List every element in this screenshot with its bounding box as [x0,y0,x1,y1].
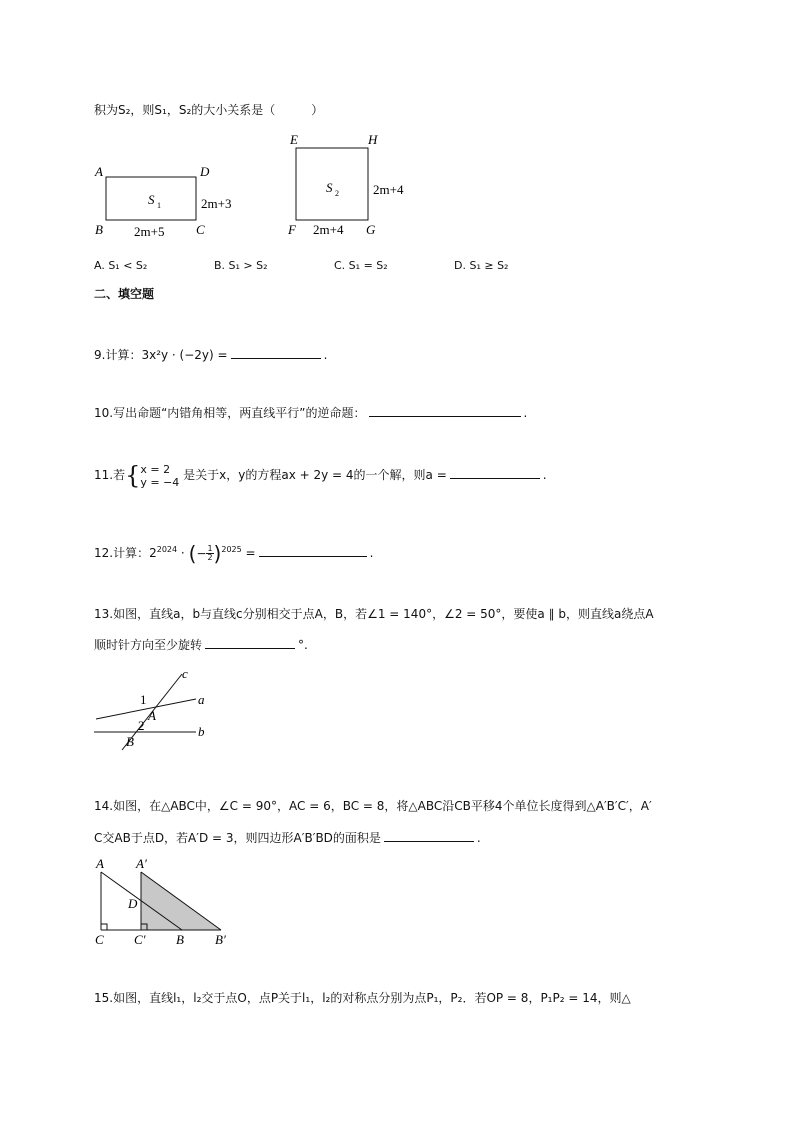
label-C: C [95,932,104,947]
q13-figure [90,666,230,751]
q10 [94,404,527,421]
q11-middle: 是关于x，y的方程ax + 2y = 4的一个解，则a = [183,468,447,482]
q14-line2-prefix: C交AB于点D，若A′D = 3，则四边形A′B′BD的面积是 [94,831,381,845]
label-E: E [290,132,298,147]
label-C: C [196,222,205,237]
label-a: a [198,692,205,707]
q14-figure [90,852,250,947]
label-A-prime: A′ [136,856,147,871]
q11-system [140,463,179,489]
q11-answer-blank[interactable] [450,466,540,479]
label-S1: S [148,192,155,207]
label-D: D [128,896,138,911]
q9-suffix: . [323,348,328,362]
rect1-side: 2m+3 [201,196,232,211]
q8-option-a: A. S₁ < S₂ [94,259,148,272]
q12-base: 2 [149,546,157,560]
q12-suffix: . [369,546,374,560]
label-G: G [366,222,376,237]
q14-line2-suffix: . [476,831,481,845]
q12-rparen: ) [213,541,222,566]
q10-suffix: . [523,406,528,420]
q14-line1: 14.如图，在△ABC中，∠C = 90°，AC = 6，BC = 8，将△ABC沿CB平移4个单位长度得到△A′B′C′，A′ [94,799,652,813]
q13-line2-prefix: 顺时针方向至少旋转 [94,638,203,652]
label-b: b [198,724,205,739]
label-C-prime: C′ [134,932,146,947]
q12-frac-den: 2 [207,553,213,562]
label-c: c [182,666,188,681]
q12-exp2: 2025 [221,545,242,554]
q11-brace: { [125,461,141,490]
q13-answer-blank[interactable] [205,636,295,649]
rect2-bottom: 2m+4 [313,222,344,237]
q11-suffix: . [542,468,547,482]
q10-answer-blank[interactable] [369,404,521,417]
q13-line1: 13.如图，直线a，b与直线c分别相交于点A，B，若∠1 = 140°，∠2 = 50°，要使a ∥ b，则直线a绕点A [94,607,654,621]
q13-line2-suffix: °. [298,638,308,652]
q14-answer-blank[interactable] [384,829,474,842]
label-F: F [288,222,296,237]
q12-exp1: 2024 [156,545,178,554]
label-B: B [176,932,184,947]
q11 [94,460,547,490]
q8-option-b: B. S₁ > S₂ [214,259,268,272]
q13-line2 [94,636,308,653]
label-S2: S [326,180,333,195]
q11-sys-line2: y = −4 [140,475,180,489]
label-D: D [200,164,210,179]
q12-equals: = [245,546,256,560]
q9-prefix: 9.计算： [94,348,142,362]
q11-sys-line1: x = 2 [140,462,171,476]
label-angle-1: 1 [140,692,147,707]
label-S2-sub: 2 [335,189,339,198]
rect1-bottom: 2m+5 [134,224,165,239]
q9 [94,346,327,363]
rect2-side: 2m+4 [373,182,404,197]
label-S1-sub: 1 [157,201,161,210]
q10-prefix: 10.写出命题“内错角相等，两直线平行”的逆命题： [94,406,366,420]
q12-frac-num: 1 [207,544,213,553]
label-B: B [95,222,103,237]
q14-line2 [94,829,481,846]
label-point-A: A [148,708,156,723]
label-B-prime: B′ [215,932,226,947]
q8-figure [90,128,420,243]
q12 [94,536,373,568]
q9-answer-blank[interactable] [231,346,321,359]
q8-option-d: D. S₁ ≥ S₂ [454,259,509,272]
q12-lparen: ( [188,541,197,566]
q12-answer-blank[interactable] [259,544,367,557]
q11-prefix: 11.若 [94,468,126,482]
q12-dot: · [180,546,185,560]
q12-prefix: 12.计算： [94,546,150,560]
q15-line1: 15.如图，直线l₁，l₂交于点O，点P关于l₁，l₂的对称点分别为点P₁，P₂．若OP = 8，P₁P₂ = 14，则△ [94,991,631,1005]
label-A: A [95,164,103,179]
section-title: 二、填空题 [94,287,155,301]
q8-option-c: C. S₁ = S₂ [334,259,388,272]
q12-sign: − [196,546,207,561]
q9-expr: 3x²y · (−2y) = [141,348,228,362]
q12-fraction [206,545,213,562]
label-A: A [96,856,104,871]
label-angle-2: 2 [138,718,145,733]
label-H: H [368,132,378,147]
label-point-B: B [126,734,134,749]
q8-intro: 积为S₂，则S₁，S₂的大小关系是（ ） [94,103,324,117]
